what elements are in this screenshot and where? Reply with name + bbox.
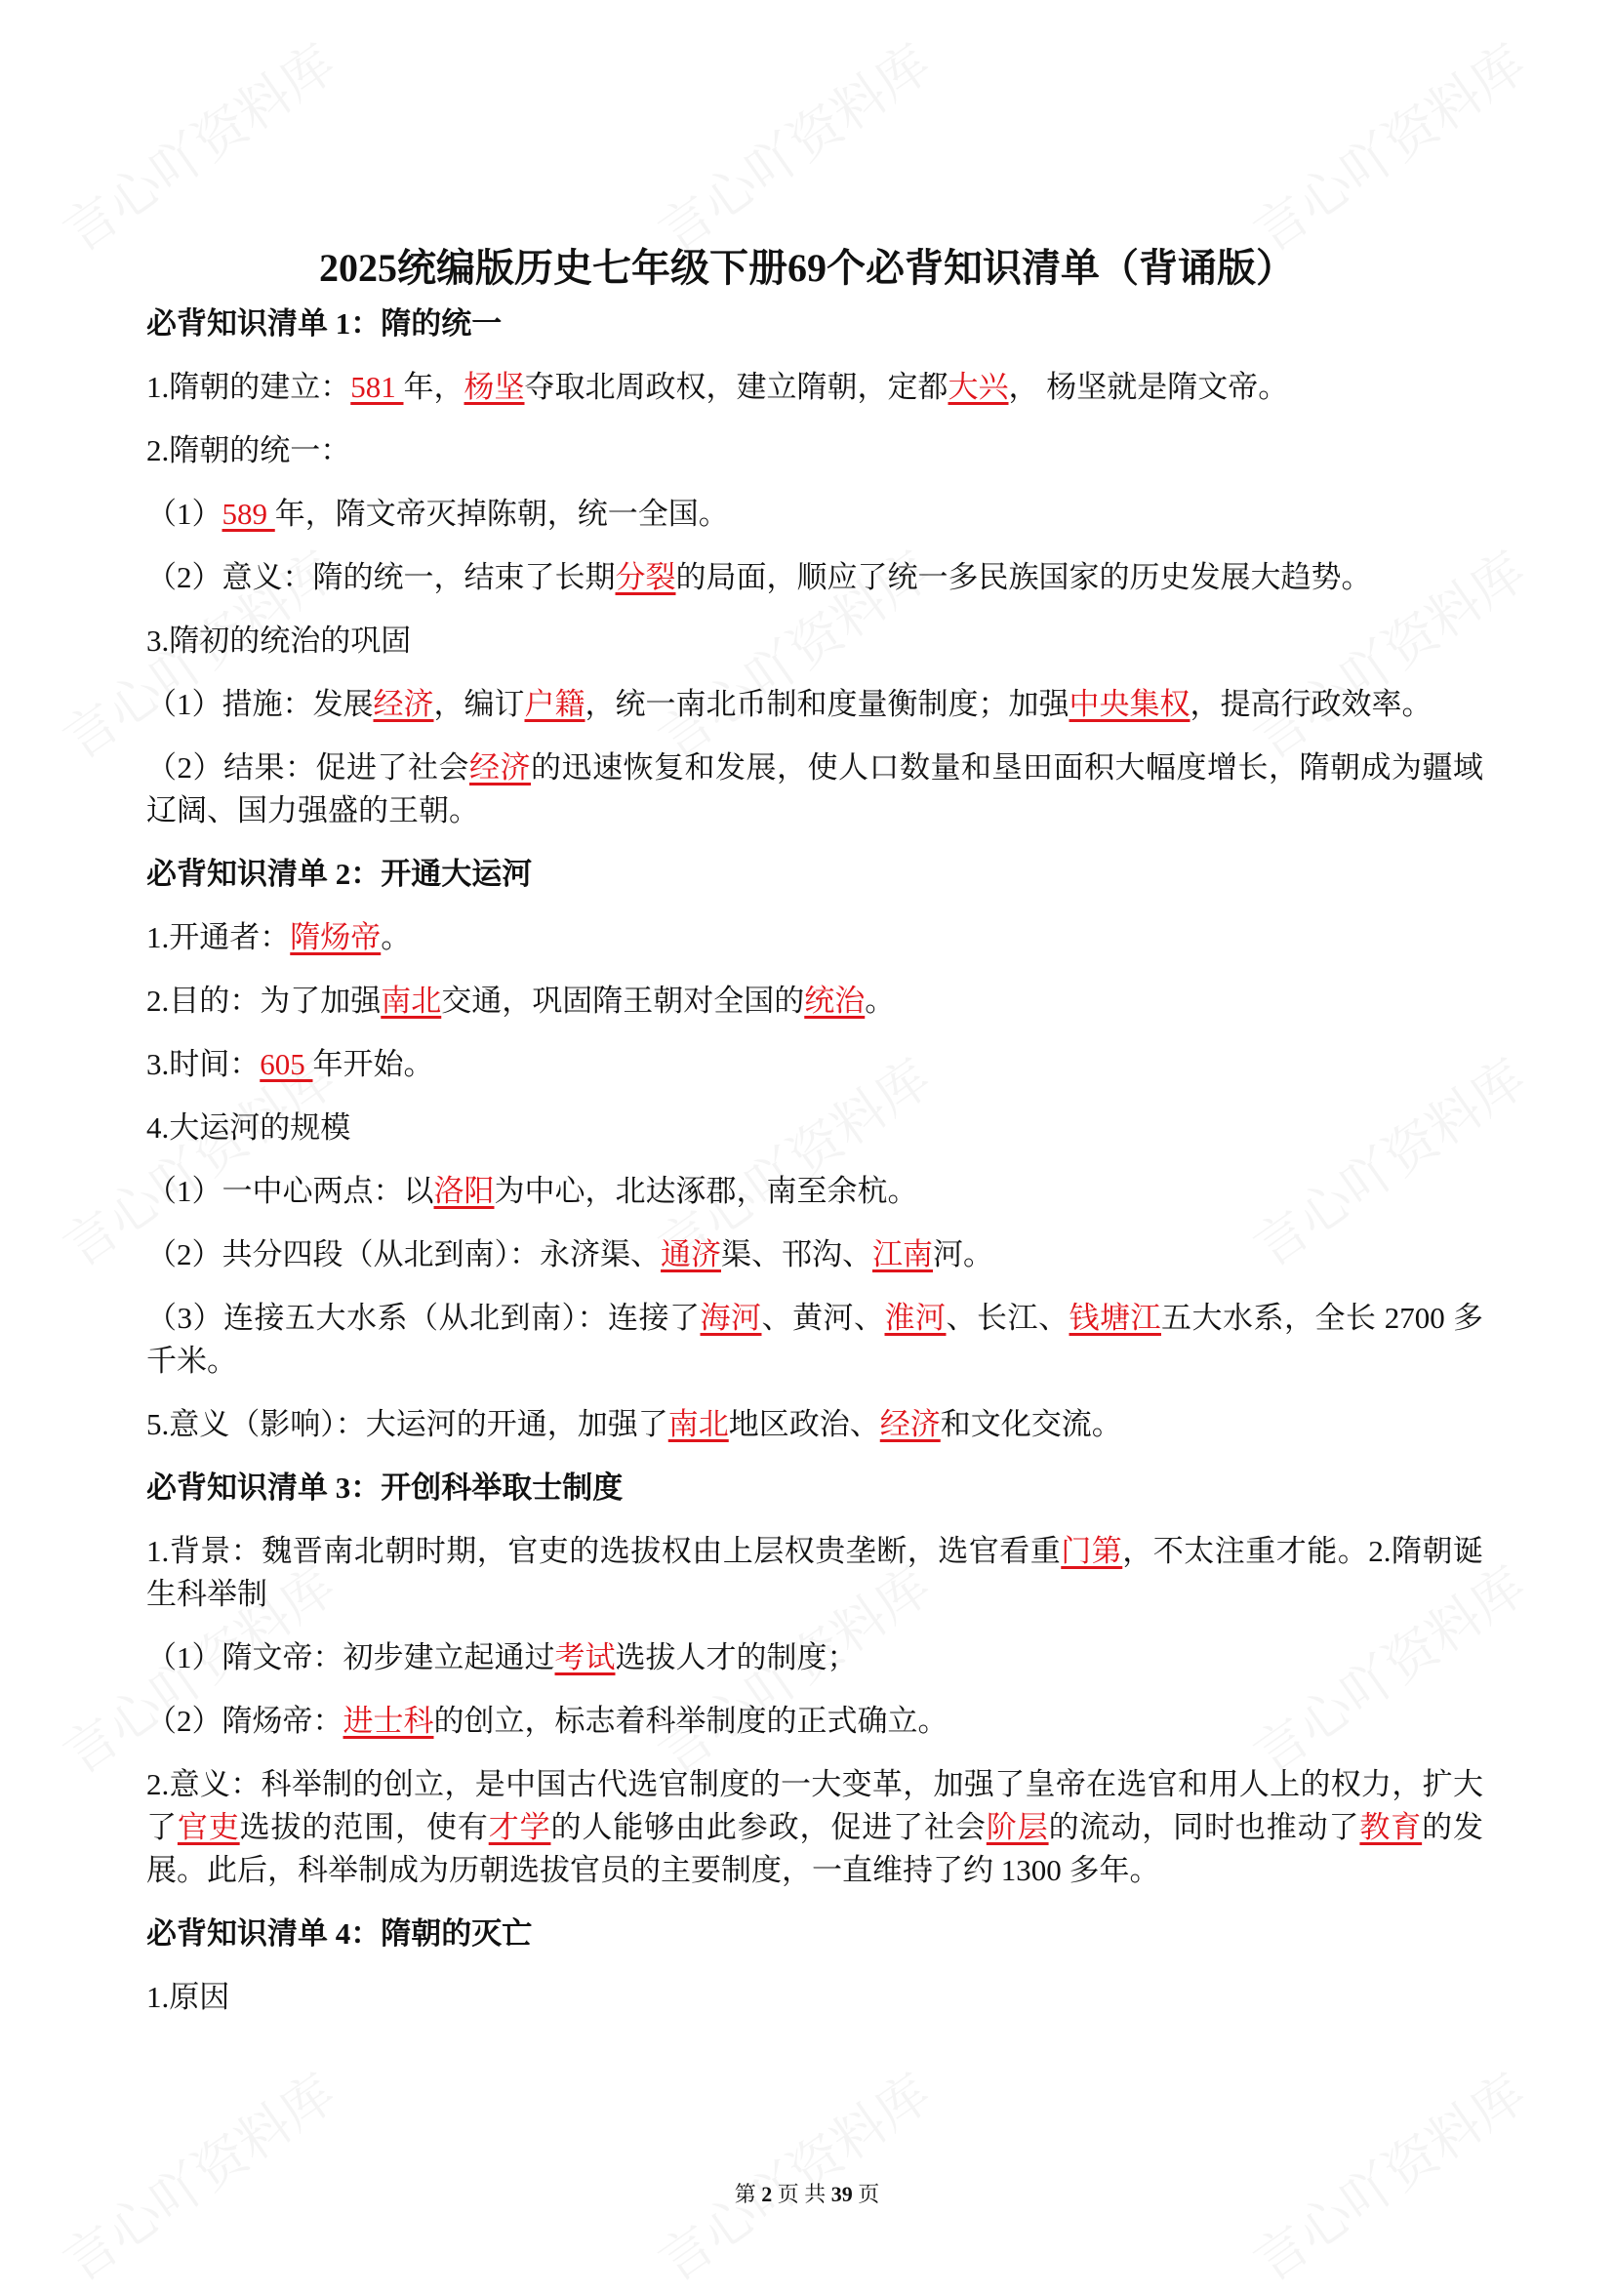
text-segment: 必背知识清单 3：开创科举取士制度 — [146, 1470, 624, 1505]
watermark-text — [641, 2053, 944, 2296]
key-term: 海河 — [700, 1301, 762, 1335]
paragraph — [146, 1107, 1483, 1149]
paragraph — [146, 493, 1483, 536]
text-segment: 的流动，同时也推动了 — [1048, 1810, 1360, 1844]
text-segment: 。 — [381, 920, 412, 954]
key-term: 经济 — [373, 687, 434, 721]
text-segment: 2.目的：为了加强 — [146, 984, 382, 1018]
paragraph — [146, 556, 1483, 599]
paragraph — [146, 429, 1483, 472]
key-term: 教育 — [1359, 1810, 1423, 1844]
footer-page-number: 2 — [761, 2182, 773, 2206]
text-segment: 的迅速恢复和发展，使人口数量和垦田面积大幅度增长，隋朝成为疆域辽阔、国力强盛的王朝。 — [146, 750, 1483, 827]
text-segment: 交通，巩固隋王朝对全国的 — [441, 984, 805, 1018]
text-segment: 夺取北周政权，建立隋朝，定都 — [524, 370, 948, 404]
text-segment: ，不太注重才能。2.隋朝诞生科举制 — [146, 1534, 1483, 1611]
text-segment: 、长江、 — [946, 1301, 1069, 1335]
footer-prefix: 第 — [734, 2182, 756, 2206]
text-segment: （1）隋文帝：初步建立起通过 — [146, 1640, 555, 1674]
text-segment: ，提高行政效率。 — [1190, 687, 1432, 721]
paragraph — [146, 1636, 1483, 1679]
key-term: 隋炀帝 — [290, 920, 382, 954]
text-segment: 。 — [865, 984, 896, 1018]
key-term: 581 — [350, 370, 404, 404]
paragraph — [146, 1043, 1483, 1086]
text-segment: 为中心，北达涿郡，南至余杭。 — [494, 1174, 918, 1208]
paragraph — [146, 1976, 1483, 2019]
paragraph — [146, 1763, 1483, 1892]
text-segment: （2）意义：隋的统一，结束了长期 — [146, 560, 616, 594]
paragraph — [146, 916, 1483, 959]
paragraph — [146, 1700, 1483, 1743]
text-segment: 地区政治、 — [728, 1407, 880, 1441]
text-segment: 3.隋初的统治的巩固 — [146, 624, 412, 658]
watermark-text — [641, 23, 944, 266]
text-segment: （3）连接五大水系（从北到南）：连接了 — [146, 1301, 701, 1335]
watermark-text — [46, 23, 348, 266]
text-segment: ， 杨坚就是隋文帝。 — [1008, 370, 1289, 404]
text-segment: 1.开通者： — [146, 920, 291, 954]
text-segment: 、黄河、 — [761, 1301, 885, 1335]
text-segment: 必背知识清单 4：隋朝的灭亡 — [146, 1916, 533, 1951]
key-term: 589 — [222, 497, 275, 531]
footer-middle: 页 共 — [777, 2182, 827, 2206]
key-term: 605 — [260, 1047, 313, 1081]
text-segment: 选拔的范围，使有 — [239, 1810, 489, 1844]
text-segment: 年开始。 — [312, 1047, 434, 1081]
paragraph — [146, 980, 1483, 1023]
text-segment: 1.隋朝的建立： — [146, 370, 351, 404]
text-segment: 选拔人才的制度； — [615, 1640, 858, 1674]
paragraph — [146, 1170, 1483, 1213]
text-segment: 年， — [403, 370, 464, 404]
text-segment: 1.背景：魏晋南北朝时期，官吏的选拔权由上层权贵垄断，选官看重 — [146, 1534, 1062, 1568]
text-segment: 5.意义（影响）：大运河的开通，加强了 — [146, 1407, 668, 1441]
key-term: 中央集权 — [1069, 687, 1190, 721]
document-title: 2025统编版历史七年级下册69个必背知识清单（背诵版） — [319, 245, 1295, 290]
text-segment: 渠、邗沟、 — [721, 1237, 872, 1271]
text-segment: 的发展。此后，科举制成为历朝选拔官员的主要制度，一直维持了约 1300 多年。 — [146, 1810, 1484, 1887]
key-term: 考试 — [554, 1640, 616, 1674]
key-term: 分裂 — [615, 560, 676, 594]
paragraph — [146, 1297, 1483, 1383]
paragraph — [146, 746, 1483, 832]
key-term: 进士科 — [343, 1704, 434, 1738]
key-term: 统治 — [804, 984, 866, 1018]
key-term: 洛阳 — [433, 1174, 495, 1208]
text-segment: （2）结果：促进了社会 — [146, 750, 469, 785]
text-segment: （2）共分四段（从北到南）：永济渠、 — [146, 1237, 661, 1271]
text-segment: 的人能够由此参政，促进了社会 — [550, 1810, 987, 1844]
key-term: 门第 — [1061, 1534, 1123, 1568]
text-segment: 必背知识清单 2：开通大运河 — [146, 857, 533, 891]
key-term: 经济 — [879, 1407, 941, 1441]
key-term: 官吏 — [177, 1810, 240, 1844]
text-segment: ，编订 — [433, 687, 525, 721]
text-segment: 的局面，顺应了统一多民族国家的历史发展大趋势。 — [675, 560, 1372, 594]
key-term: 阶层 — [986, 1810, 1049, 1844]
text-segment: ，统一南北币制和度量衡制度；加强 — [585, 687, 1069, 721]
text-segment: （1）一中心两点：以 — [146, 1174, 434, 1208]
key-term: 杨坚 — [464, 370, 525, 404]
paragraph — [146, 366, 1483, 409]
key-term: 大兴 — [948, 370, 1009, 404]
footer-total-pages: 39 — [830, 2182, 853, 2206]
key-term: 钱塘江 — [1069, 1301, 1161, 1335]
text-segment: （2）隋炀帝： — [146, 1704, 343, 1738]
section-heading — [146, 302, 1483, 345]
watermark-text — [46, 2053, 348, 2296]
text-segment: 4.大运河的规模 — [146, 1110, 351, 1145]
key-term: 经济 — [469, 750, 531, 785]
text-segment: （1）措施：发展 — [146, 687, 374, 721]
text-segment: 2.意义：科举制的创立，是中国古代选官制度的一大变革，加强了皇帝在选官和用人上的权力，扩大了 — [146, 1767, 1483, 1844]
text-segment: 3.时间： — [146, 1047, 261, 1081]
document-body — [146, 302, 1483, 2039]
section-heading — [146, 1913, 1483, 1955]
key-term: 才学 — [488, 1810, 551, 1844]
key-term: 南北 — [381, 984, 442, 1018]
text-segment: 年，隋文帝灭掉陈朝，统一全国。 — [274, 497, 729, 531]
key-term: 淮河 — [884, 1301, 947, 1335]
key-term: 江南 — [872, 1237, 933, 1271]
key-term: 户籍 — [524, 687, 585, 721]
watermark-text — [1236, 23, 1539, 266]
page-footer — [0, 2178, 1614, 2208]
text-segment: 的创立，标志着科举制度的正式确立。 — [433, 1704, 948, 1738]
text-segment: （1） — [146, 497, 222, 531]
text-segment: 必背知识清单 1：隋的统一 — [146, 306, 503, 341]
text-segment: 河。 — [933, 1237, 993, 1271]
section-heading — [146, 1467, 1483, 1510]
paragraph — [146, 620, 1483, 663]
text-segment: 五大水系，全长 2700 多千米。 — [146, 1301, 1483, 1378]
text-segment: 2.隋朝的统一： — [146, 433, 351, 467]
paragraph — [146, 683, 1483, 726]
paragraph — [146, 1403, 1483, 1446]
text-segment: 1.原因 — [146, 1980, 230, 2014]
watermark-text — [1236, 2053, 1539, 2296]
text-segment: 和文化交流。 — [940, 1407, 1122, 1441]
paragraph — [146, 1530, 1483, 1616]
key-term: 南北 — [667, 1407, 729, 1441]
section-heading — [146, 853, 1483, 896]
footer-suffix: 页 — [858, 2182, 880, 2206]
key-term: 通济 — [661, 1237, 721, 1271]
paragraph — [146, 1233, 1483, 1276]
